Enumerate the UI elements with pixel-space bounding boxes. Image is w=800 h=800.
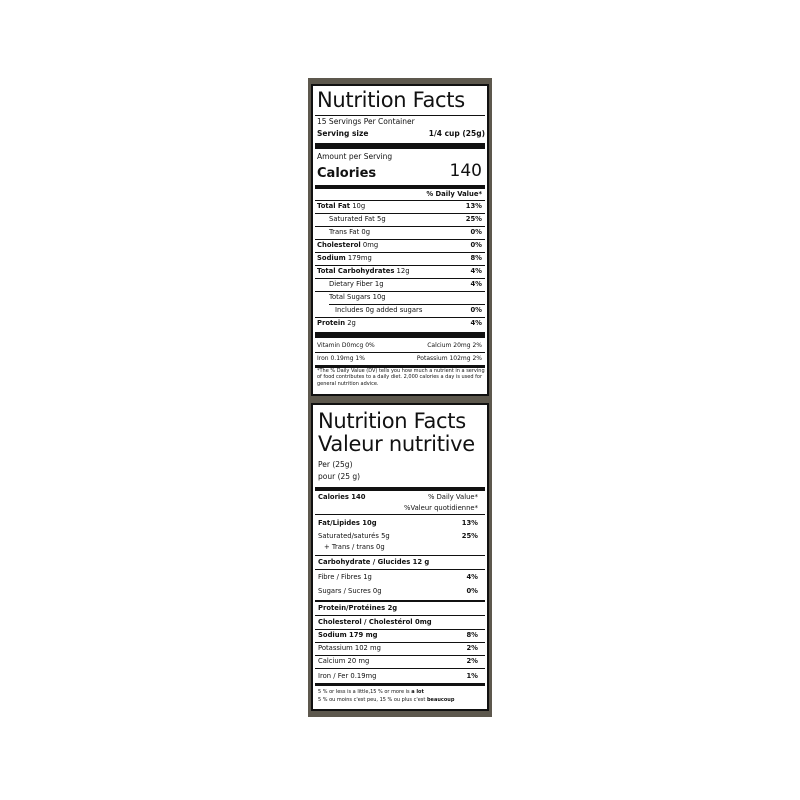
row-divider xyxy=(315,239,485,240)
us-row-cholesterol xyxy=(317,242,378,249)
row-divider xyxy=(315,278,485,279)
ca-row-fibre: Fibre / Fibres 1g xyxy=(318,573,372,581)
us-row-sodium xyxy=(317,255,372,262)
us-row-total-carbohydrates-dv: 4% xyxy=(470,267,482,275)
us-calories-divider xyxy=(315,185,485,189)
us-servings-per-container: 15 Servings Per Container xyxy=(317,117,415,126)
us-title-divider xyxy=(315,115,485,116)
us-thick-divider xyxy=(315,143,485,149)
row-divider xyxy=(315,252,485,253)
nutrient-name: Sodium xyxy=(317,254,346,262)
us-row-saturated-fat: Saturated Fat 5g xyxy=(329,215,386,223)
us-vitamin-d: Vitamin D0mcg 0% xyxy=(317,342,375,349)
row-divider xyxy=(315,226,485,227)
us-row-trans-fat: Trans Fat 0g xyxy=(329,228,371,236)
us-amount-per-serving: Amount per Serving xyxy=(317,152,393,161)
ca-row-fat-dv: 13% xyxy=(461,519,478,527)
nutrient-amount: 12g xyxy=(396,267,410,275)
us-divider xyxy=(315,200,485,201)
ca-row-carbohydrate: Carbohydrate / Glucides 12 g xyxy=(318,558,430,566)
nutrient-name: Cholesterol xyxy=(317,241,361,249)
us-row-cholesterol-dv: 0% xyxy=(470,241,482,249)
ca-per-en: Per (25g) xyxy=(318,460,353,469)
ca-divider xyxy=(315,642,485,643)
nutrient-name: Protein xyxy=(317,319,346,327)
us-row-total-carbohydrates xyxy=(317,268,410,275)
nutrient-amount: 10g xyxy=(352,202,366,210)
nutrient-amount: 2g xyxy=(347,319,356,327)
ca-thick-divider xyxy=(315,683,485,686)
ca-footnote-en xyxy=(318,690,424,695)
nutrient-name: Total Fat xyxy=(317,202,351,210)
row-divider xyxy=(315,213,485,214)
ca-divider xyxy=(315,629,485,630)
us-row-dietary-fiber: Dietary Fiber 1g xyxy=(329,280,384,288)
row-divider xyxy=(329,304,485,305)
us-row-added-sugars-dv: 0% xyxy=(470,306,482,314)
footnote-text: 5 % or less is a little,15 % or more is xyxy=(318,689,410,695)
ca-row-iron-dv: 1% xyxy=(466,672,478,680)
us-row-sodium-dv: 8% xyxy=(470,254,482,262)
us-potassium: Potassium 102mg 2% xyxy=(416,355,482,362)
ca-per-fr: pour (25 g) xyxy=(318,472,361,481)
ca-row-calcium-dv: 2% xyxy=(466,657,478,665)
us-calcium: Calcium 20mg 2% xyxy=(427,342,482,349)
ca-divider xyxy=(315,569,485,570)
ca-row-iron: Iron / Fer 0.19mg xyxy=(318,672,377,680)
row-divider xyxy=(315,291,485,292)
ca-title-en: Nutrition Facts xyxy=(318,409,466,433)
ca-divider xyxy=(315,555,485,556)
ca-row-sodium-dv: 8% xyxy=(466,631,478,639)
ca-row-sugars-dv: 0% xyxy=(466,587,478,595)
ca-row-fat: Fat/Lipides 10g xyxy=(318,519,377,527)
footnote-emphasis: beaucoup xyxy=(426,697,455,703)
us-row-added-sugars: Includes 0g added sugars xyxy=(335,306,423,314)
ca-row-calcium: Calcium 20 mg xyxy=(318,657,370,665)
ca-divider xyxy=(315,655,485,656)
nutrient-amount: 179mg xyxy=(347,254,372,262)
us-row-dietary-fiber-dv: 4% xyxy=(470,280,482,288)
footnote-text: 5 % ou moins c'est peu, 15 % ou plus c'est xyxy=(318,697,426,703)
us-row-protein xyxy=(317,320,356,327)
us-thick-divider xyxy=(315,332,485,338)
us-row-total-fat xyxy=(317,203,365,210)
nutrient-name: Total Carbohydrates xyxy=(317,267,395,275)
us-row-total-sugars: Total Sugars 10g xyxy=(329,293,386,301)
us-calories-label: Calories xyxy=(317,166,377,181)
ca-row-potassium-dv: 2% xyxy=(466,644,478,652)
ca-divider xyxy=(315,668,485,669)
us-row-trans-fat-dv: 0% xyxy=(470,228,482,236)
ca-row-trans: + Trans / trans 0g xyxy=(324,543,385,551)
us-serving-size-label: Serving size xyxy=(317,129,369,138)
row-divider xyxy=(315,352,485,353)
us-row-protein-dv: 4% xyxy=(470,319,482,327)
us-title: Nutrition Facts xyxy=(317,88,465,112)
ca-footnote-fr xyxy=(318,698,454,703)
us-iron: Iron 0.19mg 1% xyxy=(317,355,365,362)
ca-row-fibre-dv: 4% xyxy=(466,573,478,581)
ca-thick-divider xyxy=(315,487,485,491)
ca-row-saturated-dv: 25% xyxy=(461,532,478,540)
us-serving-size-value: 1/4 cup (25g) xyxy=(428,129,485,138)
us-row-saturated-fat-dv: 25% xyxy=(465,215,482,223)
ca-divider xyxy=(315,514,485,515)
us-calories-value: 140 xyxy=(449,161,482,181)
us-footnote: *The % Daily Value (DV) tells you how much a nutrient in a serving of food contributes to a daily diet. 2,000 calories a day is used for general nutrition advice. xyxy=(317,368,485,387)
us-row-total-fat-dv: 13% xyxy=(465,202,482,210)
us-dv-header: % Daily Value* xyxy=(426,190,482,198)
ca-row-cholesterol: Cholesterol / Cholestérol 0mg xyxy=(318,618,432,626)
ca-row-saturated: Saturated/saturés 5g xyxy=(318,532,390,540)
ca-row-sugars: Sugars / Sucres 0g xyxy=(318,587,382,595)
ca-divider xyxy=(315,615,485,616)
ca-row-potassium: Potassium 102 mg xyxy=(318,644,381,652)
ca-calories: Calories 140 xyxy=(318,493,366,501)
ca-row-sodium: Sodium 179 mg xyxy=(318,631,378,639)
ca-dv-fr: %Valeur quotidienne* xyxy=(404,504,478,512)
ca-divider xyxy=(315,600,485,602)
ca-title-fr: Valeur nutritive xyxy=(318,432,475,456)
footnote-emphasis: a lot xyxy=(411,689,424,695)
ca-dv-en: % Daily Value* xyxy=(427,493,478,501)
ca-row-protein: Protein/Protéines 2g xyxy=(318,604,398,612)
row-divider xyxy=(315,317,485,318)
nutrient-amount: 0mg xyxy=(362,241,379,249)
row-divider xyxy=(315,265,485,266)
